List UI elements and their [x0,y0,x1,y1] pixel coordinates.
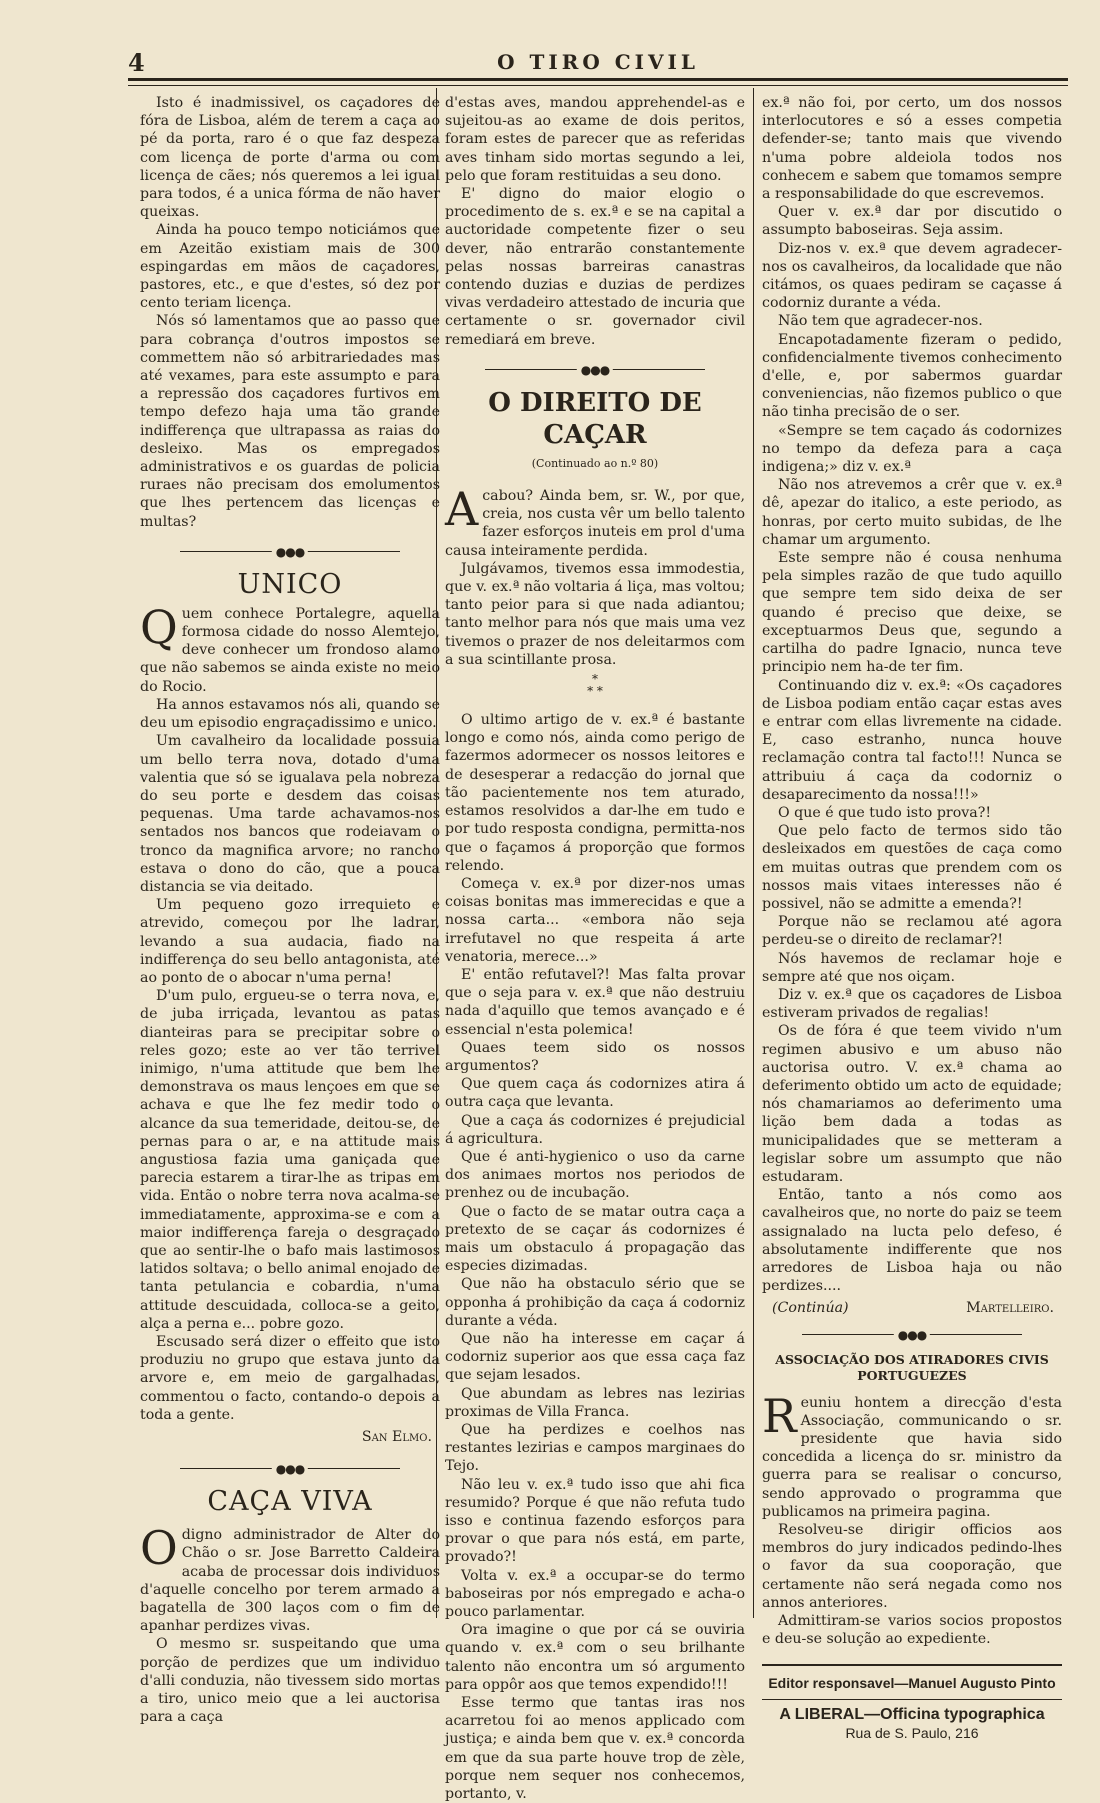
paragraph: Não nos atrevemos a crêr que v. ex.ª dê, apezar do italico, a este periodo, as honras, por certo muito subidas, de lhe chamar um argumento. [762,477,1062,548]
paragraph: «Sempre se tem caçado ás codornizes no tempo da defeza para a caça indigena;» diz v. ex.ª [762,422,1062,476]
article-title-associacao: ASSOCIAÇÃO DOS ATIRADORES CIVIS PORTUGUEZES [775,1351,1049,1383]
article-signature [772,1299,1054,1317]
paragraph: O ultimo artigo de v. ex.ª é bastante longo e como nós, ainda como perigo de fazermos adormecer os nossos leitores e de desesperar a redacção do jornal que tão pacientemente nos tem aturado, estamos resolvidos a dar-lhe em tudo e por tudo resposta condigna, permitta-nos que o façamos á proporção que formos relendo. [445,712,745,874]
paragraph: E' digno do maior elogio o procedimento de s. ex.ª e se na capital a auctoridade competente fizer o seu dever, não entrarão constantemente pelas nossas barreiras canastras contendo duzias e duzias de perdizes vivas verdadeiro attestado de incuria que certamente o sr. governador civil remediará em breve. [445,186,745,348]
masthead [128,48,1068,76]
drop-cap: R [762,1388,797,1443]
section-divider: ●●● [140,1458,440,1480]
paragraph: Que ha perdizes e coelhos nas restantes lezirias e campos marginaes do Tejo. [445,1422,745,1475]
paragraph: Admittiram-se varios socios propostos e deu-se solução ao expediente. [762,1613,1062,1648]
paragraph: Ha annos estavamos nós ali, quando se deu um episodio engraçadissimo e unico. [140,696,440,732]
asterism: * * * [587,672,603,699]
article-lead: Quem conhece Portalegre, aquella formosa cidade do nosso Alemtejo, deve conhecer um frondoso alamo que não sabemos se ainda existe no meio do Rocio. [140,599,440,695]
paragraph: Que abundam as lebres nas lezirias proximas de Villa Franca. [445,1385,745,1420]
paragraph: Isto é inadmissivel, os caçadores de fóra de Lisboa, além de terem a caça ao pé da porta, raro é o que faz despeza com licença de porte d'arma ou com licença de cães; nós queremos a lei igual para todos, é a unica fórma de não haver queixas. [140,95,440,221]
paragraph: Não tem que agradecer-nos. [778,313,983,330]
paragraph: Esse termo que tantas iras nos acarretou foi ao menos applicado com justiça; e ainda bem que v. ex.ª concorda em que da sua parte houve trop de zèle, porque nem sequer nos conhecemos, portanto, v. [445,1695,745,1803]
drop-cap: Q [140,599,178,654]
paragraph: Nós havemos de reclamar hoje e sempre até que nos oiçam. [762,950,1062,985]
continued-note: (Continúa) [772,1300,849,1317]
paragraph: Que não ha interesse em caçar á codorniz superior aos que essa caça faz que sejam lesados. [445,1330,745,1384]
drop-cap: A [445,482,479,537]
paragraph: Porque não se reclamou até agora perdeu-se o direito de reclamar?! [762,914,1062,949]
paragraph: Não leu v. ex.ª tudo isso que ahi fica resumido? Porque é que não refuta tudo isso e continua fazendo esforços para provar o que para nós está, em parte, provado?! [445,1476,745,1566]
article-subtitle: (Continuado ao n.º 80) [531,456,659,470]
article-title-unico: UNICO [237,568,343,600]
paragraph: Ora imagine o que por cá se ouviria quando v. ex.ª com o seu brilhante talento não encontra um só argumento para oppôr aos que temos expendido!!! [445,1622,745,1693]
paragraph: E' então refutavel?! Mas falta provar que o seja para v. ex.ª que não destruiu nada d'aquillo que temos avançado e é essencial n'esta polemica! [445,966,745,1038]
paragraph: O mesmo sr. suspeitando que uma porção de perdizes que um individuo d'alli conduzia, não tivessem sido mortas a tiro, unico meio que a lei auctorisa para a caça [140,1636,440,1726]
article-title-direito: O DIREITO DE CAÇAR [488,387,702,450]
paragraph: Resolveu-se dirigir officios aos membros do jury indicados pedindo-lhes o favor da sua cooporação, que certamente não será negada como nos annos anteriores. [762,1522,1062,1611]
section-divider: ●●● [762,1324,1062,1346]
page-number: 4 [128,48,145,77]
paragraph: Diz v. ex.ª que os caçadores de Lisboa estiveram privados de regalias! [762,986,1062,1022]
printer-address: Rua de S. Paulo, 216 [845,1724,979,1741]
column-3 [762,94,1062,1741]
paragraph: Volta v. ex.ª a occupar-se do termo baboseiras por nós empregado e acha-o pouco parlamentar. [445,1567,745,1621]
footer-rule [762,1699,1062,1700]
article-title-caca-viva: CAÇA VIVA [207,1486,373,1518]
printer-line: A LIBERAL—Officina typographica [779,1705,1045,1723]
paragraph: Quer v. ex.ª dar por discutido o assumpto baboseiras. Seja assim. [762,204,1062,239]
section-divider: ●●● [445,359,745,381]
drop-cap: O [140,1521,178,1576]
paragraph: Que o facto de se matar outra caça a pretexto de se caçar ás codornizes é mais um obstaculo á propagação das especies dizimadas. [445,1203,745,1275]
paragraph: Então, tanto a nós como aos cavalheiros que, no norte do paiz se teem assignalado na lucta pelo defeso, é absolutamente indifferente que nos arredores de Lisboa haja ou não perdizes.... [762,1187,1062,1295]
paragraph: Que não ha obstaculo sério que se opponha á prohibição da caça á codorniz durante a véda. [445,1276,745,1329]
paragraph: Começa v. ex.ª por dizer-nos umas coisas bonitas mas immerecidas e que a nossa carta... «embora não seja irrefutavel no que respeita á arte venatoria, merece...» [445,875,745,965]
article-signature: San Elmo. [361,1429,432,1446]
paragraph: Os de fóra é que teem vivido n'um regimen abusivo e um abuso não auctorisa outro. V. ex.ª chama ao deferimento obtido um acto de equidade; nós chamariamos ao deferimento uma lição bem dada a todas as municipalidades que se metteram a legislar sobre um assumpto que não estudaram. [762,1023,1062,1185]
paragraph: Este sempre não é cousa nenhuma pela simples razão de que tudo aquillo que sempre tem sido deixa de ser quando é preciso que deixe, se exceptuarmos Deus que, segundo a cartilha do padre Ignacio, nunca teve principio nem ha-de ter fim. [762,550,1062,676]
footer-rule [762,1664,1062,1666]
article-lead: Reuniu hontem a direcção d'esta Associação, communicando o sr. presidente que havia sido concedida a licença do sr. ministro da guerra para se realisar o concurso, sendo approvado o programma que publicamos na primeira pagina. [762,1388,1062,1520]
paragraph: D'um pulo, ergueu-se o terra nova, e, de juba irriçada, levantou as patas dianteiras para se precipitar sobre o reles gozo; este ao ver tão terrivel inimigo, n'uma attitude que bem lhe demonstrava os maus lençoes em que se achava e que lhe fez medir todo o alcance da sua temeridade, deitou-se, de pernas para o ar, e na attitude mais angustiosa fazia uma ganiçada que parecia estarem a tirar-lhe as tripas em vida. Então o nobre terra nova acalma-se immediatamente, approxima-se e com a maior indifferença fareja o desgraçado que ao sentir-lhe o bafo mais lastimosos latidos soltava; o bello animal enojado de tanta petulancia e cobardia, n'uma attitude descuidada, colloca-se a geito, alça a perna e... pobre gozo. [140,988,440,1332]
paragraph: Diz-nos v. ex.ª que devem agradecer-nos os cavalheiros, da localidade que não citámos, os quaes pediram se caçasse á codorniz durante a véda. [762,240,1062,312]
article-lead: Acabou? Ainda bem, sr. W., por que, creia, nos custa vêr um bello talento fazer esforços inuteis em prol d'uma causa inteiramente perdida. [445,482,745,559]
paragraph: Julgávamos, tivemos essa immodestia, que v. ex.ª não voltaria á liça, mas voltou; tanto peior para si que nada adiantou; tanto melhor para nós que mais uma vez tivemos o prazer de nos deleitarmos com a sua scintillante prosa. [445,560,745,668]
paragraph: Continuando diz v. ex.ª: «Os caçadores de Lisboa podiam então caçar estas aves e entrar com ellas livremente na cidade. E, caso estranho, nunca houve reclamação contra tal facto!!! Nunca se attribuiu á caça da codorniz o desaparecimento da nossa!!!» [762,677,1062,803]
paragraph: Ainda ha pouco tempo noticiámos que em Azeitão existiam mais de 300 espingardas em mãos de caçadores, pastores, etc., e que d'estes, só dez por cento teriam licença. [140,222,440,312]
column-2 [445,94,745,1803]
article-lead: Odigno administrador de Alter do Chão o sr. Jose Barretto Caldeira acaba de processar dois individuos d'aquelle concelho por terem armado a bagatella de 300 laços com o fim de apanhar perdizes vivas. [140,1521,440,1635]
paragraph: Encapotadamente fizeram o pedido, confidencialmente tivemos conhecimento d'elle, e, por sabermos guardar conveniencias, não fizemos publico o que não tinha precisão de o ser. [762,331,1062,421]
paragraph: d'estas aves, mandou apprehendel-as e sujeitou-as ao exame de dois peritos, foram estes de parecer que as referidas aves tinham sido mortas segundo a lei, pelo que foram restituidas a seu dono. [445,95,745,184]
paragraph: ex.ª não foi, por certo, um dos nossos interlocutores e só a esses competia defender-se; tanto mais que vivendo n'uma pobre aldeiola todos nos conhecem e sabem que tomamos sempre a responsabilidade do que escrevemos. [762,95,1062,203]
paragraph: Que a caça ás codornizes é prejudicial á agricultura. [445,1112,745,1147]
paragraph: Quaes teem sido os nossos argumentos? [445,1039,745,1074]
paragraph: Escusado será dizer o effeito que isto produziu no grupo que estava junto da arvore e, em meio de gargalhadas, commentou o facto, contando-o depois a toda a gente. [140,1334,440,1423]
masthead-rule [128,78,1068,86]
paragraph: Um cavalheiro da localidade possuia um bello terra nova, dotado d'uma valentia que só se igualava pela nobreza do seu porte e desdem das coisas pequenas. Uma tarde achavamos-nos sentados nos bancos que rodeiavam o tronco da magnifica arvore; no rancho estava o dono do cão, que a pouca distancia se via deitado. [140,733,440,895]
editor-line: Editor responsavel—Manuel Augusto Pinto [768,1675,1056,1692]
column-1 [140,94,440,1726]
paragraph: Que quem caça ás codornizes atira á outra caça que levanta. [445,1076,745,1111]
paragraph: Nós só lamentamos que ao passo que para cobrança d'outros impostos se commettem não só arbitrariedades mas até vexames, para este assumpto e para a repressão dos caçadores furtivos em tempo defezo haja uma tão grande indifferença que ultrapassa as raias do desleixo. Mas os empregados administrativos e os guardas de policia ruraes não precisam dos emolumentos que lhes pertencem das licenças e multas? [140,313,440,530]
paragraph: Que pelo facto de termos sido tão desleixados em questões de caça como em muitas outras que prendem com os nossos mais vitaes interesses não é possivel, não se admitte a emenda?! [762,823,1062,912]
column-rule-2 [753,88,754,1618]
author-name: Martelleiro. [966,1300,1054,1317]
section-divider: ●●● [140,541,440,563]
paragraph: Um pequeno gozo irrequieto e atrevido, começou por lhe ladrar, levando a sua audacia, fiado na indifferença do seu bello antagonista, até ao ponto de o abocar n'uma perna! [140,897,440,986]
paragraph: Que é anti-hygienico o uso da carne dos animaes mortos nos periodos de prenhez ou de incubação. [445,1148,745,1202]
paragraph: O que é que tudo isto prova?! [778,804,992,821]
newspaper-title: O TIRO CIVIL [497,50,699,74]
